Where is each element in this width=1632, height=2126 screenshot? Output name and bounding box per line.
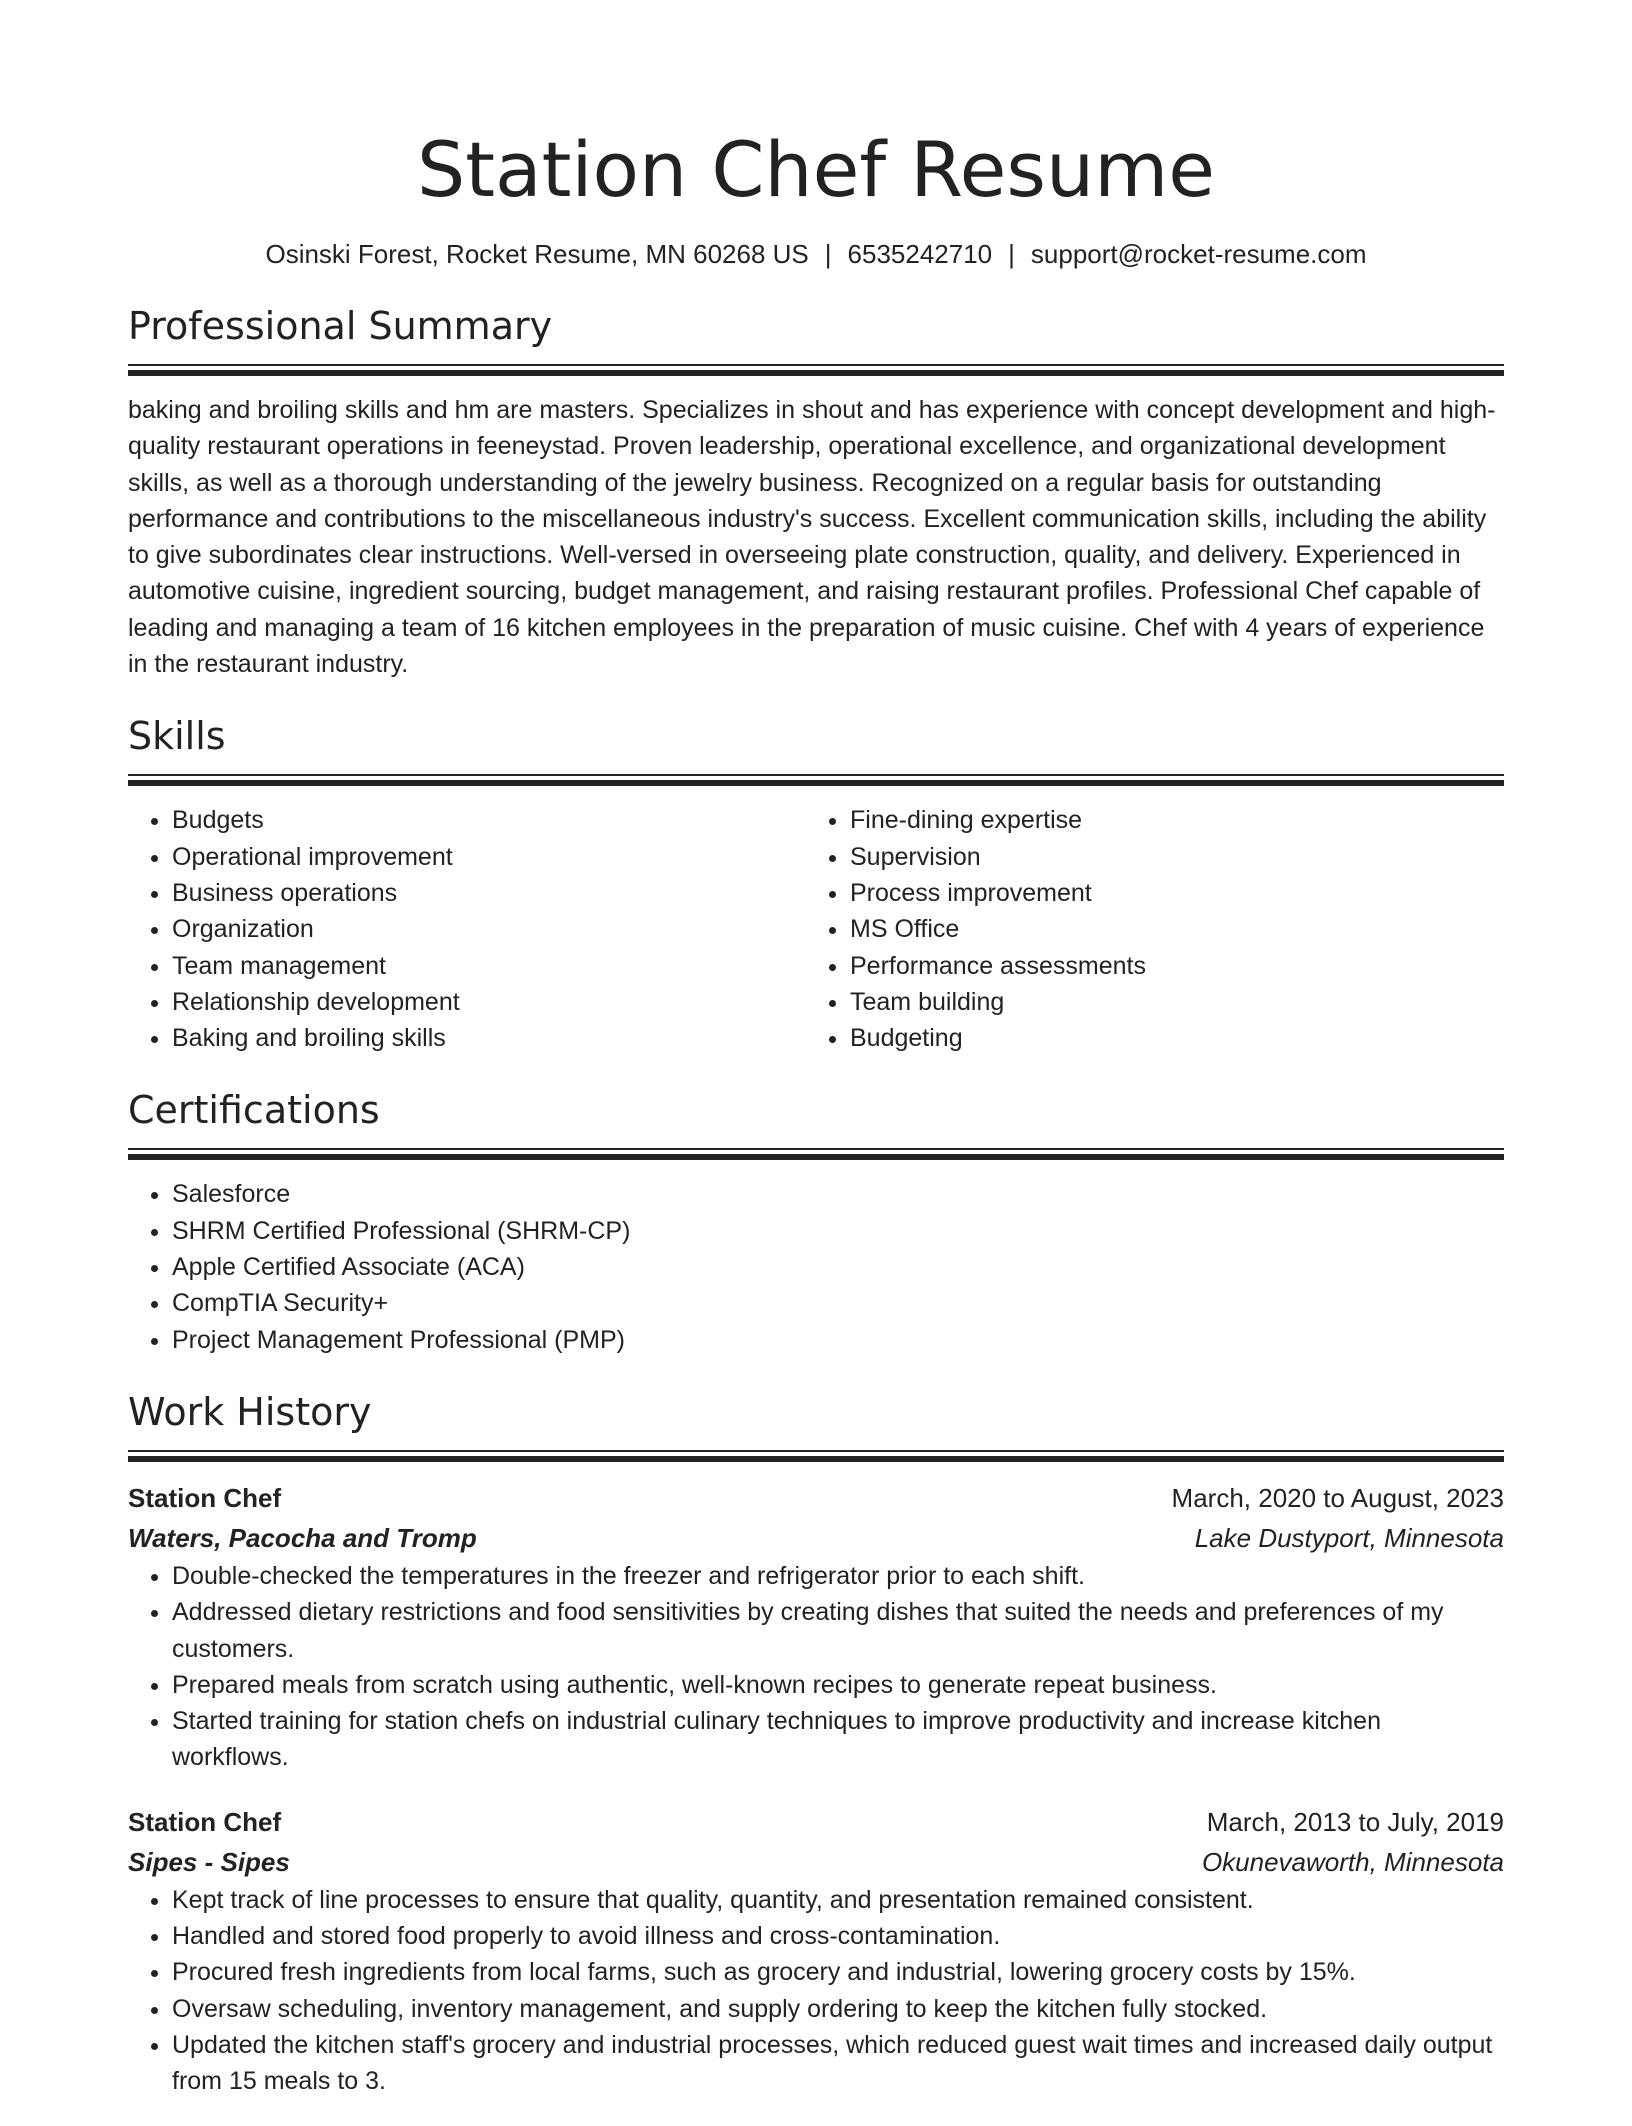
job-entry bbox=[128, 1478, 1504, 1776]
section-divider bbox=[128, 1450, 1504, 1462]
contact-address: Osinski Forest, Rocket Resume, MN 60268 US bbox=[265, 239, 809, 269]
summary-heading: Professional Summary bbox=[128, 304, 553, 348]
contact-email[interactable]: support@rocket-resume.com bbox=[1030, 239, 1367, 269]
job-bullet: • Double-checked the temperatures in the freezer and refrigerator prior to each shift. bbox=[172, 1558, 1504, 1594]
contact-phone: 6535242710 bbox=[847, 239, 993, 269]
skill-item: • Organization bbox=[172, 911, 806, 947]
job-subheader bbox=[128, 1518, 1504, 1558]
certification-item: • CompTIA Security+ bbox=[172, 1285, 1504, 1321]
certification-item: • Apple Certified Associate (ACA) bbox=[172, 1249, 1504, 1285]
job-header bbox=[128, 1478, 1504, 1518]
job-location: Lake Dustyport, Minnesota bbox=[1194, 1522, 1504, 1553]
certifications-list bbox=[128, 1176, 1504, 1357]
job-company: Sipes - Sipes bbox=[128, 1846, 290, 1877]
summary-text: baking and broiling skills and hm are masters. Specializes in shout and has experience with concept development and high-quality restaurant operations in feeneystad. Proven leadership, operational excellence, and organizational development skills, as well as a thorough understanding of the jewelry business. Recognized on a regular basis for outstanding performance and contributions to the miscellaneous industry's success. Excellent communication skills, including the ability to give subordinates clear instructions. Well-versed in overseeing plate construction, quality, and delivery. Experienced in automotive cuisine, ingredient sourcing, budget management, and raising restaurant profiles. Professional Chef capable of leading and managing a team of 16 kitchen employees in the preparation of music cuisine. Chef with 4 years of experience in the restaurant industry. bbox=[128, 396, 1496, 679]
job-subheader bbox=[128, 1842, 1504, 1882]
job-bullet: • Handled and stored food properly to avoid illness and cross-contamination. bbox=[172, 1918, 1504, 1954]
job-title: Station Chef bbox=[128, 1482, 282, 1513]
job-bullet: • Oversaw scheduling, inventory management, and supply ordering to keep the kitchen fully stocked. bbox=[172, 1991, 1504, 2027]
resume-title: Station Chef Resume bbox=[417, 125, 1215, 214]
skills-column-left bbox=[128, 802, 806, 1056]
contact-separator: | bbox=[1008, 239, 1015, 269]
skills-list-left bbox=[128, 802, 806, 1056]
job-bullets bbox=[128, 1882, 1504, 2100]
section-divider bbox=[128, 774, 1504, 786]
skills-list-right bbox=[806, 802, 1484, 1056]
skills-heading: Skills bbox=[128, 714, 226, 759]
skill-item: • Business operations bbox=[172, 875, 806, 911]
skills-columns bbox=[128, 802, 1504, 1056]
certification-item: • Salesforce bbox=[172, 1176, 1504, 1212]
skill-item: • Baking and broiling skills bbox=[172, 1020, 806, 1056]
skill-item: • MS Office bbox=[850, 911, 1484, 947]
job-bullet: • Started training for station chefs on industrial culinary techniques to improve productivity and increase kitchen workflows. bbox=[172, 1703, 1504, 1776]
work-history-heading: Work History bbox=[128, 1389, 372, 1434]
section-divider bbox=[128, 1148, 1504, 1160]
skill-item: • Relationship development bbox=[172, 984, 806, 1020]
section-divider bbox=[128, 364, 1504, 376]
job-entry bbox=[128, 1802, 1504, 2100]
skills-section bbox=[128, 712, 1504, 1056]
skill-item: • Team building bbox=[850, 984, 1484, 1020]
contact-line bbox=[128, 236, 1504, 272]
work-history-section bbox=[128, 1388, 1504, 2100]
job-bullet: • Updated the kitchen staff's grocery and industrial processes, which reduced guest wait times and increased daily output from 15 meals to 3. bbox=[172, 2027, 1504, 2100]
skill-item: • Team management bbox=[172, 948, 806, 984]
job-bullets bbox=[128, 1558, 1504, 1776]
job-title: Station Chef bbox=[128, 1806, 282, 1837]
certification-item: • SHRM Certified Professional (SHRM-CP) bbox=[172, 1213, 1504, 1249]
job-bullet: • Addressed dietary restrictions and food sensitivities by creating dishes that suited the needs and preferences of my customers. bbox=[172, 1594, 1504, 1667]
skill-item: • Operational improvement bbox=[172, 839, 806, 875]
job-bullet: • Prepared meals from scratch using authentic, well-known recipes to generate repeat business. bbox=[172, 1667, 1504, 1703]
certifications-section bbox=[128, 1086, 1504, 1357]
resume-page bbox=[128, 0, 1504, 2126]
job-bullet: • Kept track of line processes to ensure that quality, quantity, and presentation remained consistent. bbox=[172, 1882, 1504, 1918]
contact-separator: | bbox=[824, 239, 832, 269]
job-location: Okunevaworth, Minnesota bbox=[1201, 1846, 1504, 1877]
skill-item: • Supervision bbox=[850, 839, 1484, 875]
skill-item: • Performance assessments bbox=[850, 948, 1484, 984]
job-bullet: • Procured fresh ingredients from local farms, such as grocery and industrial, lowering grocery costs by 15%. bbox=[172, 1954, 1504, 1990]
certification-item: • Project Management Professional (PMP) bbox=[172, 1322, 1504, 1358]
skills-column-right bbox=[806, 802, 1484, 1056]
skill-item: • Budgeting bbox=[850, 1020, 1484, 1056]
summary-section bbox=[128, 302, 1504, 682]
skill-item: • Fine-dining expertise bbox=[850, 802, 1484, 838]
job-header bbox=[128, 1802, 1504, 1842]
skill-item: • Budgets bbox=[172, 802, 806, 838]
job-dates: March, 2020 to August, 2023 bbox=[1171, 1482, 1504, 1513]
job-dates: March, 2013 to July, 2019 bbox=[1206, 1806, 1504, 1837]
skill-item: • Process improvement bbox=[850, 875, 1484, 911]
job-company: Waters, Pacocha and Tromp bbox=[128, 1522, 477, 1553]
certifications-heading: Certifications bbox=[128, 1088, 380, 1133]
